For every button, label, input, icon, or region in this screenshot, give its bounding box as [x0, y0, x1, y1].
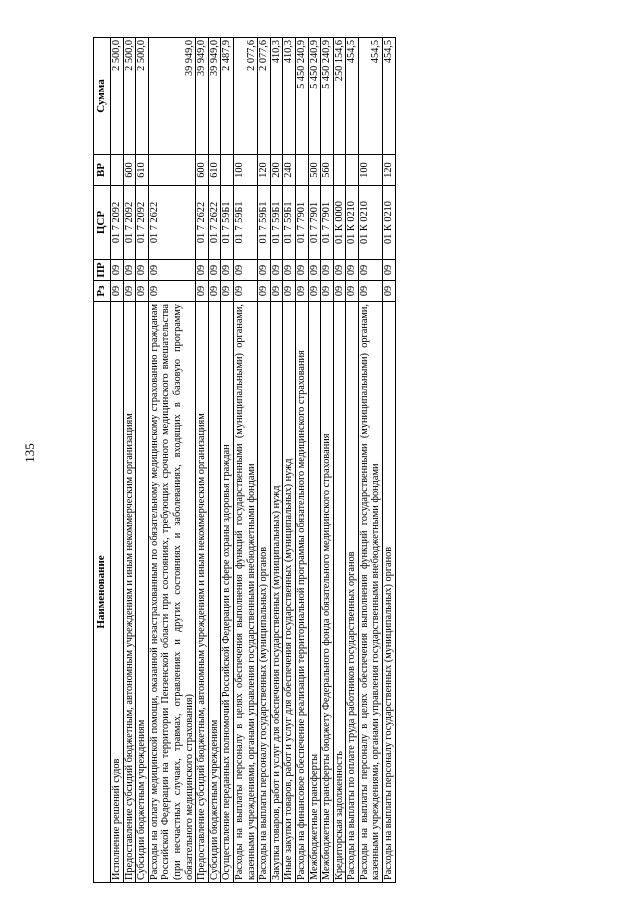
cell-csr: 01 7 59Б1: [233, 186, 257, 260]
cell-name: Исполнение решений судов: [111, 302, 124, 883]
header-rz: Рз: [94, 281, 111, 302]
table-row: [321, 38, 334, 883]
cell-csr: 01 7 59Б1: [221, 186, 234, 260]
cell-pr: 09: [333, 260, 346, 281]
table-row: [196, 38, 209, 883]
cell-sum: 250 154,6: [333, 38, 346, 155]
cell-vr: 500: [308, 155, 321, 186]
table-row: [346, 38, 359, 883]
cell-rz: 09: [148, 281, 195, 302]
cell-vr: [221, 155, 234, 186]
table-row: [283, 38, 296, 883]
table-row: [383, 38, 396, 883]
cell-vr: 560: [321, 155, 334, 186]
cell-vr: 600: [196, 155, 209, 186]
header-vr: ВР: [94, 155, 111, 186]
cell-rz: 09: [258, 281, 271, 302]
cell-csr: 01 К 0210: [358, 186, 382, 260]
cell-sum: 410,3: [283, 38, 296, 155]
cell-rz: 09: [321, 281, 334, 302]
cell-sum: 5 450 240,9: [308, 38, 321, 155]
cell-name: Осуществление переданных полномочий Российской Федерации в сфере охраны здоровья граждан: [221, 302, 234, 883]
table-row: [123, 38, 136, 883]
table-row: [233, 38, 257, 883]
table-row: [221, 38, 234, 883]
cell-csr: 01 7 7901: [321, 186, 334, 260]
cell-name: Кредиторская задолженность: [333, 302, 346, 883]
cell-vr: 200: [270, 155, 283, 186]
cell-rz: 09: [208, 281, 221, 302]
cell-name: Расходы на выплаты по оплате труда работников государственных органов: [346, 302, 359, 883]
cell-csr: 01 7 2092: [136, 186, 149, 260]
cell-rz: 09: [308, 281, 321, 302]
cell-sum: 410,3: [270, 38, 283, 155]
cell-pr: 09: [270, 260, 283, 281]
cell-sum: 5 450 240,9: [321, 38, 334, 155]
cell-sum: 39 949,0: [148, 38, 195, 155]
cell-name: Закупка товаров, работ и услуг для обеспечения государственных (муниципальных) нужд: [270, 302, 283, 883]
cell-name: Расходы на выплаты персоналу в целях обеспечения выполнения функций государственными (муниципальными) органами, казенными учреждениями, органами управления государственными внебюджетными фондами: [233, 302, 257, 883]
cell-pr: 09: [123, 260, 136, 281]
table-header-row: [94, 38, 111, 883]
cell-csr: 01 7 7901: [295, 186, 308, 260]
cell-pr: 09: [295, 260, 308, 281]
cell-sum: 39 949,0: [208, 38, 221, 155]
cell-vr: 600: [123, 155, 136, 186]
cell-pr: 09: [383, 260, 396, 281]
rotated-page-content: [93, 38, 601, 883]
cell-sum: 2 500,0: [123, 38, 136, 155]
cell-vr: [295, 155, 308, 186]
page-number: 135: [22, 443, 37, 463]
cell-rz: 09: [136, 281, 149, 302]
cell-rz: 09: [196, 281, 209, 302]
cell-vr: 100: [233, 155, 257, 186]
cell-vr: 610: [136, 155, 149, 186]
cell-csr: 01 7 7901: [308, 186, 321, 260]
header-sum: Сумма: [94, 38, 111, 155]
cell-csr: 01 7 2622: [148, 186, 195, 260]
cell-name: Расходы на оплату медицинской помощи, оказанной незастрахованным по обязательному медицинскому страхованию гражданам Российской Федерации на территории Пензенской области при состояниях, требующих срочного медицинского вмешательства (при несчастных случаях, травмах, отравлениях и других состояниях и заболеваниях, входящих в базовую программу обязательного медицинского страхования): [148, 302, 195, 883]
cell-sum: 2 077,6: [233, 38, 257, 155]
cell-vr: [111, 155, 124, 186]
cell-sum: 454,5: [346, 38, 359, 155]
cell-name: Межбюджетные трансферты: [308, 302, 321, 883]
cell-vr: 120: [383, 155, 396, 186]
table-row: [333, 38, 346, 883]
table-row: [295, 38, 308, 883]
cell-pr: 09: [196, 260, 209, 281]
cell-vr: 100: [358, 155, 382, 186]
cell-sum: 39 949,0: [196, 38, 209, 155]
cell-sum: 454,5: [383, 38, 396, 155]
cell-csr: 01 7 59Б1: [258, 186, 271, 260]
cell-sum: 2 500,0: [136, 38, 149, 155]
cell-name: Предоставление субсидий бюджетным, автономным учреждениям и иным некоммерческим организациям: [196, 302, 209, 883]
table-row: [270, 38, 283, 883]
cell-sum: 454,5: [358, 38, 382, 155]
cell-sum: 2 487,9: [221, 38, 234, 155]
cell-rz: 09: [111, 281, 124, 302]
cell-pr: 09: [358, 260, 382, 281]
cell-csr: 01 К 0210: [346, 186, 359, 260]
cell-rz: 09: [346, 281, 359, 302]
cell-pr: 09: [308, 260, 321, 281]
cell-pr: 09: [148, 260, 195, 281]
table-row: [136, 38, 149, 883]
table-row: [148, 38, 195, 883]
cell-rz: 09: [383, 281, 396, 302]
budget-table: [93, 37, 396, 883]
cell-pr: 09: [258, 260, 271, 281]
cell-sum: 2 077,6: [258, 38, 271, 155]
cell-name: Расходы на выплаты персоналу в целях обеспечения выполнения функций государственными (муниципальными) органами, казенными учреждениями, органами управления государственными внебюджетными фондами: [358, 302, 382, 883]
table-row: [308, 38, 321, 883]
cell-pr: 09: [321, 260, 334, 281]
cell-vr: 610: [208, 155, 221, 186]
cell-rz: 09: [233, 281, 257, 302]
cell-name: Расходы на выплаты персоналу государственных (муниципальных) органов: [383, 302, 396, 883]
cell-pr: 09: [283, 260, 296, 281]
cell-rz: 09: [270, 281, 283, 302]
cell-rz: 09: [221, 281, 234, 302]
header-name: Наименование: [94, 302, 111, 883]
cell-vr: [346, 155, 359, 186]
cell-rz: 09: [358, 281, 382, 302]
cell-vr: 120: [258, 155, 271, 186]
cell-csr: 01 7 2092: [123, 186, 136, 260]
table-row: [258, 38, 271, 883]
table-row: [208, 38, 221, 883]
cell-name: Субсидии бюджетным учреждениям: [136, 302, 149, 883]
cell-rz: 09: [283, 281, 296, 302]
cell-name: Расходы на финансовое обеспечение реализации территориальной программы обязательного медицинского страхования: [295, 302, 308, 883]
cell-name: Предоставление субсидий бюджетным, автономным учреждениям и иным некоммерческим организациям: [123, 302, 136, 883]
cell-csr: 01 7 2622: [196, 186, 209, 260]
cell-pr: 09: [221, 260, 234, 281]
cell-vr: [148, 155, 195, 186]
cell-rz: 09: [295, 281, 308, 302]
cell-pr: 09: [233, 260, 257, 281]
table-row: [111, 38, 124, 883]
cell-name: Расходы на выплаты персоналу государственных (муниципальных) органов: [258, 302, 271, 883]
cell-vr: [333, 155, 346, 186]
cell-name: Иные закупки товаров, работ и услуг для обеспечения государственных (муниципальных) нужд: [283, 302, 296, 883]
cell-pr: 09: [111, 260, 124, 281]
cell-vr: 240: [283, 155, 296, 186]
cell-rz: 09: [333, 281, 346, 302]
cell-csr: 01 К 0210: [383, 186, 396, 260]
cell-pr: 09: [136, 260, 149, 281]
cell-pr: 09: [208, 260, 221, 281]
cell-rz: 09: [123, 281, 136, 302]
cell-sum: 5 450 240,9: [295, 38, 308, 155]
cell-name: Субсидии бюджетным учреждениям: [208, 302, 221, 883]
table-row: [358, 38, 382, 883]
header-csr: ЦСР: [94, 186, 111, 260]
cell-csr: 01 7 59Б1: [270, 186, 283, 260]
cell-csr: 01 7 2622: [208, 186, 221, 260]
cell-name: Межбюджетные трансферты бюджету Федерального фонда обязательного медицинского страхования: [321, 302, 334, 883]
cell-csr: 01 К 0000: [333, 186, 346, 260]
cell-csr: 01 7 59Б1: [283, 186, 296, 260]
header-pr: ПР: [94, 260, 111, 281]
cell-csr: 01 7 2092: [111, 186, 124, 260]
cell-sum: 2 500,0: [111, 38, 124, 155]
cell-pr: 09: [346, 260, 359, 281]
